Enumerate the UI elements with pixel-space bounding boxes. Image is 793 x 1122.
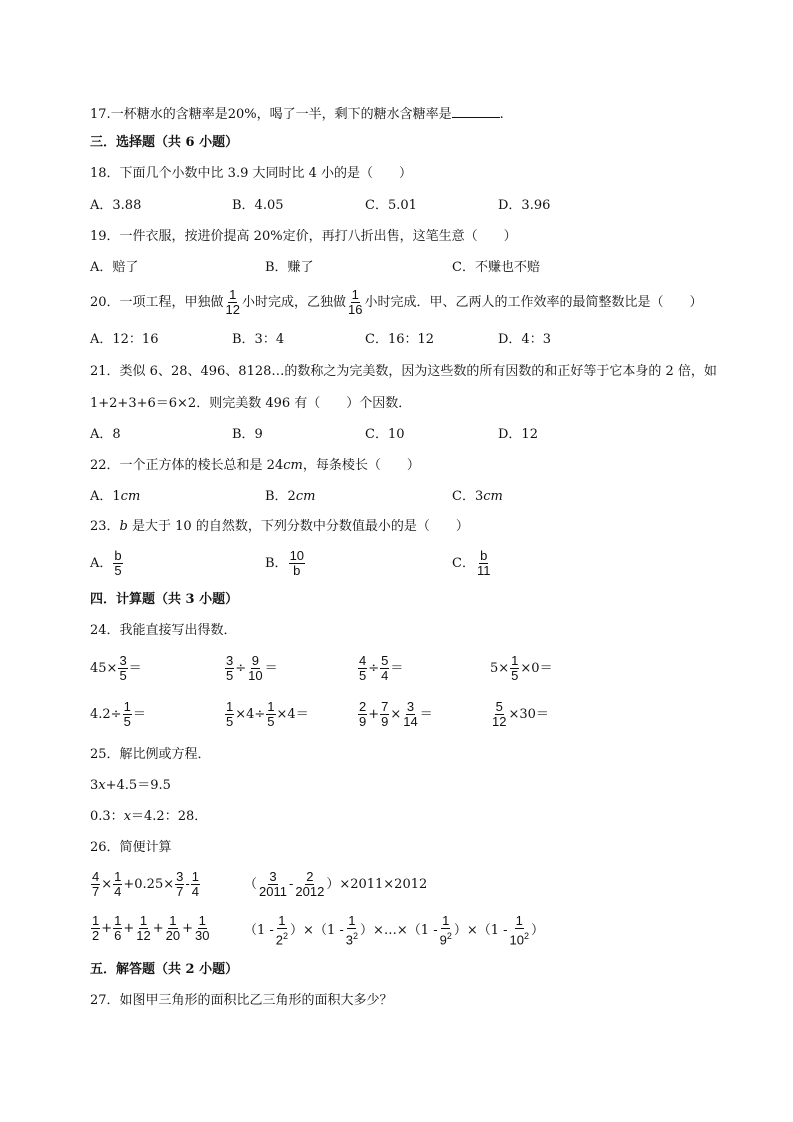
section-3-heading: 三．选择题（共 6 小题） [90,135,239,150]
fraction [509,914,530,947]
fraction [113,914,122,943]
denominator [509,929,530,947]
option-unit: cm [120,489,141,504]
operator: + [123,920,135,936]
expr-part: ＝ [419,706,433,722]
q18-option-c[interactable]: C．5.01 [365,198,417,213]
q22-tail: ，每条棱长（ ） [302,458,420,473]
fraction [258,870,288,899]
base: 10 [509,932,525,948]
fraction [191,870,200,899]
q20-fraction-1 [225,288,241,317]
numerator: 1 [92,913,100,928]
option-label: B． [265,555,288,571]
denominator: 5 [359,668,367,683]
fraction [294,870,325,899]
denominator: 4 [381,668,389,683]
q25-equation-1 [90,776,171,796]
fraction [402,700,418,729]
numerator: 1 [226,699,234,714]
q18-option-b[interactable]: B．4.05 [232,198,284,213]
q20-option-d[interactable]: D．4：3 [498,332,551,347]
q21-option-a[interactable]: A．8 [90,427,121,442]
q24-text: 24．我能直接写出得数． [90,623,237,638]
denominator: 2011 [259,884,287,899]
q24-expr-5 [90,700,146,729]
base: 9 [439,932,447,948]
fraction [91,870,100,899]
q27-text: 27．如图甲三角形的面积比乙三角形的面积大多少？ [90,993,393,1008]
denominator: 16 [348,302,363,317]
denominator: 10 [248,668,263,683]
denominator: 30 [195,928,210,943]
q23-body: 是大于 10 的自然数，下列分数中分数值最小的是（ ） [127,519,469,534]
q17-answer-blank[interactable] [452,103,500,118]
denominator: 5 [226,668,234,683]
section-4-heading: 四．计算题（共 3 小题） [90,592,239,607]
q25-equation-2 [90,807,207,827]
q20-option-a[interactable]: A．12：16 [90,332,159,347]
numerator: 1 [123,699,131,714]
q24-expr-4 [490,654,553,683]
denominator: 7 [176,884,184,899]
denominator: 2 [92,928,100,943]
expr-part: ＝ [128,660,142,676]
denominator: 5 [123,714,131,729]
numerator: 4 [359,653,367,668]
q22-body: 22．一个正方体的棱长总和是 24 [90,458,284,473]
numerator: 3 [226,653,234,668]
q21-line-1: 21．类似 6、28、496、8128…的数称之为完美数，因为这些数的所有因数的和正好等于它本身的 2 倍，如 [90,364,717,379]
q20-text [90,288,703,317]
q17-end: . [499,107,504,122]
denominator: 5 [511,668,519,683]
q20-prefix: 20．一项工程，甲独做 [90,294,224,310]
denominator: 12 [225,302,241,317]
option-fraction [476,549,492,578]
numerator: 10 [289,548,305,563]
q21-option-c[interactable]: C．10 [365,427,405,442]
fraction [135,914,151,943]
denominator [439,929,453,947]
fraction [225,700,234,729]
expr-part: ＝ [264,660,278,676]
numerator: 1 [278,913,286,928]
numerator: 1 [351,287,359,302]
fraction [510,654,519,683]
q23-text [90,517,469,537]
q26-expr-a [90,870,201,899]
numerator: 1 [267,699,275,714]
denominator: 5 [267,714,275,729]
denominator [345,929,359,947]
expr-part: ×4＝ [276,706,309,722]
q21-option-b[interactable]: B．9 [232,427,263,442]
operator: + [152,920,164,936]
q24-expr-8 [490,700,549,729]
denominator: 4 [114,884,122,899]
q24-expr-7 [357,700,433,729]
operator: - [288,876,294,892]
denominator: 6 [114,928,122,943]
numerator: 7 [381,699,389,714]
exponent: 2 [524,931,530,941]
numerator: 1 [348,913,356,928]
q19-option-b[interactable]: B．赚了 [265,260,314,275]
option-value: B．2 [265,489,296,504]
denominator: 2012 [295,884,325,899]
q23-number: 23． [90,519,120,534]
q24-expr-1 [90,654,142,683]
option-fraction [113,549,122,578]
q22-option-b[interactable] [265,487,315,507]
q22-unit: cm [283,458,303,473]
fraction [91,914,100,943]
numerator: 1 [191,869,199,884]
base: 3 [345,932,353,948]
numerator: b [480,548,488,563]
q26-expr-c [90,914,212,943]
q26-expr-b [244,870,427,899]
denominator: 14 [403,714,418,729]
expr-part: ＝ [132,706,146,722]
fraction [358,700,367,729]
numerator: 9 [251,653,259,668]
expr-part: ×30＝ [508,706,549,722]
option-label: C． [452,555,475,571]
paren: （ [244,876,258,892]
operator: + [182,920,194,936]
expr-part: 4.2÷ [90,706,122,722]
q20-option-c[interactable]: C．16：12 [365,332,435,347]
fraction [491,700,507,729]
operator: - [185,876,190,892]
numerator: 1 [139,913,148,928]
section-5-heading: 五．解答题（共 2 小题） [90,962,239,977]
q22-option-a[interactable] [90,487,140,507]
denominator: 20 [165,928,181,943]
q17-number: 17. [90,107,111,122]
numerator: 1 [229,287,237,302]
expr-part: ）×…×（1 - [360,922,438,938]
q26-expr-d [244,914,544,947]
q19-option-a[interactable]: A．赔了 [90,260,139,275]
fraction [247,654,263,683]
eq-part: ＝4.2：28． [131,809,208,824]
denominator: 12 [136,928,151,943]
q21-line-2: 1+2+3+6＝6×2．则完美数 496 有（ ）个因数． [90,396,412,411]
q18-text: 18．下面几个小数中比 3.9 大同时比 4 小的是（ ） [90,166,413,181]
exponent: 2 [283,931,289,941]
denominator: 5 [114,563,122,578]
numerator: 3 [269,869,277,884]
denominator: 9 [359,714,367,729]
q19-text: 19．一件衣服，按进价提高 20%定价，再打八折出售，这笔生意（ ） [90,229,517,244]
numerator: 1 [114,913,122,928]
operator: ×4÷ [235,706,266,722]
q17-body: 一杯糖水的含糖率是20%，喝了一半，剩下的糖水含糖率是 [110,107,452,122]
exponent: 2 [446,931,452,941]
numerator: 5 [495,699,503,714]
fraction [380,654,389,683]
q23-option-c[interactable] [452,549,492,578]
operator: + [368,706,380,722]
operator: ÷ [368,660,380,676]
fraction [358,654,367,683]
expr-part: 5× [490,660,510,676]
denominator: 5 [226,714,234,729]
q26-text: 26．简便计算 [90,840,172,855]
expr-part: ）×2011×2012 [326,876,428,892]
q22-option-c[interactable] [452,487,503,507]
eq-variable: x [98,778,106,793]
operator: +0.25× [123,876,175,892]
q20-fraction-2 [347,288,363,317]
denominator: 4 [191,884,199,899]
numerator: 3 [406,699,415,714]
q25-text: 25．解比例或方程． [90,747,211,762]
fraction [165,914,181,943]
denominator: b [293,563,301,578]
q24-expr-6 [224,700,309,729]
denominator: 12 [492,714,507,729]
denominator: 11 [476,563,491,578]
denominator [275,929,289,947]
numerator: 1 [114,869,122,884]
option-fraction [289,549,305,578]
denominator: 7 [92,884,100,899]
fraction [175,870,184,899]
option-unit: cm [483,489,503,504]
numerator: 1 [511,653,519,668]
q20-option-b[interactable]: B．3：4 [232,332,285,347]
numerator: 1 [515,913,523,928]
operator: ÷ [235,660,247,676]
fraction [439,914,453,947]
q23-variable: b [119,519,128,534]
q21-option-d[interactable]: D．12 [498,427,538,442]
expr-part: ×0＝ [520,660,553,676]
numerator: 5 [381,653,389,668]
numerator: 3 [119,653,127,668]
eq-part: 0.3： [90,809,124,824]
operator: × [390,706,402,722]
expr-part: 45× [90,660,118,676]
fraction [113,870,122,899]
fraction [118,654,127,683]
numerator: 2 [306,869,314,884]
fraction [275,914,289,947]
denominator: 5 [119,668,127,683]
base: 2 [275,932,284,948]
expr-part: ）×（1 - [453,922,508,938]
fraction [380,700,389,729]
exponent: 2 [352,931,358,941]
eq-part: 3 [90,778,99,793]
q22-text [90,456,420,476]
numerator: 1 [198,913,206,928]
expr-part: ）×（1 - [290,922,344,938]
q18-option-a[interactable]: A．3.88 [90,198,142,213]
operator: × [101,876,113,892]
q24-expr-3 [357,654,403,683]
option-label: A． [90,555,113,571]
q23-option-a[interactable] [90,549,124,578]
operator: + [101,920,113,936]
expr-part: （1 - [244,922,274,938]
q18-option-d[interactable]: D．3.96 [498,198,551,213]
numerator: 1 [442,913,450,928]
q20-suffix: 小时完成．甲、乙两人的工作效率的最简整数比是（ ） [364,294,703,310]
numerator: 1 [169,913,177,928]
option-unit: cm [295,489,316,504]
q23-option-b[interactable] [265,549,306,578]
eq-part: +4.5＝9.5 [105,778,171,793]
numerator: 3 [176,869,184,884]
eq-variable: x [123,809,132,824]
fraction [194,914,210,943]
expr-part: ） [531,922,545,938]
fraction [345,914,359,947]
option-value: A．1 [90,489,121,504]
fraction [225,654,234,683]
q24-expr-2 [224,654,278,683]
q20-mid: 小时完成，乙独做 [242,294,347,310]
numerator: 2 [359,699,367,714]
numerator: 4 [92,869,100,884]
fraction [123,700,132,729]
q19-option-c[interactable]: C．不赚也不赔 [452,260,540,275]
option-value: C．3 [452,489,484,504]
numerator: b [114,548,122,563]
denominator: 9 [381,714,389,729]
q17-text [90,103,504,125]
fraction [266,700,275,729]
expr-part: ＝ [390,660,404,676]
